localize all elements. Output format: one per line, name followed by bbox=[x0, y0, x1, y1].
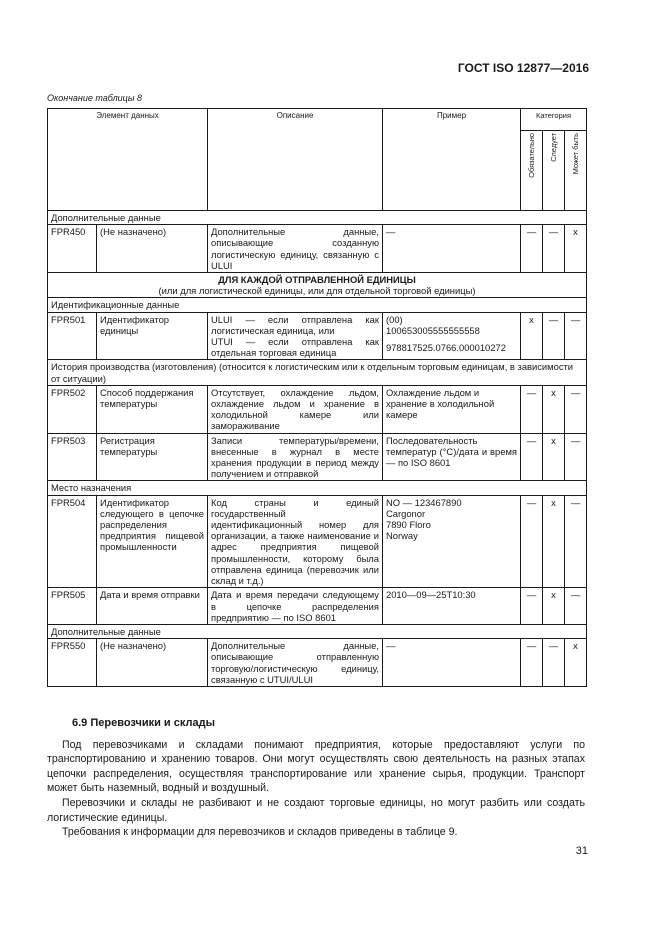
row-name: (Не назначено) bbox=[97, 225, 208, 273]
document-header: ГОСТ ISO 12877—2016 bbox=[457, 61, 589, 75]
table-row bbox=[48, 495, 587, 588]
row-cat-may: — bbox=[565, 385, 587, 433]
row-cat-may: x bbox=[565, 225, 587, 273]
row-name: Идентификатор единицы bbox=[97, 312, 208, 360]
section-title: Идентификационные данные bbox=[48, 298, 587, 312]
paragraph: Под перевозчиками и складами понимают предприятия, которые предоставляют услуги по транспортированию и хранению товаров. Они могут осуществлять свою деятельность на разных этапах цепочки распределения, осуществляя транспортирование или хранение сырья, продукции. Транспорт может быть наземный, водный и воздушный. bbox=[47, 738, 585, 795]
row-example bbox=[383, 312, 521, 360]
section-row bbox=[48, 273, 587, 298]
per-unit-title: ДЛЯ КАЖДОЙ ОТПРАВЛЕННОЙ ЕДИНИЦЫ bbox=[218, 274, 416, 286]
header-cat-may: Может быть bbox=[565, 131, 587, 211]
row-name: (Не назначено) bbox=[97, 639, 208, 687]
table-row bbox=[48, 385, 587, 433]
row-cat-should: x bbox=[543, 385, 565, 433]
row-name: Дата и время отправки bbox=[97, 588, 208, 625]
row-cat-required: x bbox=[521, 312, 543, 360]
row-code: FPR550 bbox=[48, 639, 97, 687]
row-name: Регистрация температуры bbox=[97, 433, 208, 481]
row-cat-may: x bbox=[565, 639, 587, 687]
row-cat-required: — bbox=[521, 385, 543, 433]
row-cat-required: — bbox=[521, 225, 543, 273]
table-row bbox=[48, 588, 587, 625]
section-row bbox=[48, 298, 587, 312]
row-cat-may: — bbox=[565, 588, 587, 625]
row-description: Код страны и единый государственный идентификационный номер для организации, а также наименование и адрес предприятия пищевой промышленности, которому была отправлена единица (перевозчик или склад и т.д.) bbox=[208, 495, 383, 588]
header-example: Пример bbox=[383, 109, 521, 211]
section-title: Дополнительные данные bbox=[48, 624, 587, 638]
row-description: ULUI — если отправлена как логистическая единица, или UTUI — если отправлена как отдельная торговая единица bbox=[208, 312, 383, 360]
header-description: Описание bbox=[208, 109, 383, 211]
row-description: Отсутствует, охлаждение льдом, охлаждение льдом и хранение в холодильной камере или замораживание bbox=[208, 385, 383, 433]
row-cat-may: — bbox=[565, 433, 587, 481]
header-element: Элемент данных bbox=[48, 109, 208, 211]
table-caption: Окончание таблицы 8 bbox=[47, 93, 142, 103]
section-row bbox=[48, 624, 587, 638]
row-cat-should: — bbox=[543, 225, 565, 273]
row-name: Идентификатор следующего в цепочке распределения предприятия пищевой промышленности bbox=[97, 495, 208, 588]
row-code: FPR503 bbox=[48, 433, 97, 481]
section-title: История производства (изготовления) (относится к логистическим или к отдельным торговым единицам, в зависимости от ситуации) bbox=[48, 360, 587, 385]
row-cat-should: — bbox=[543, 312, 565, 360]
row-cat-required: — bbox=[521, 588, 543, 625]
header-cat-should: Следует bbox=[543, 131, 565, 211]
row-example: — bbox=[383, 639, 521, 687]
row-cat-should: x bbox=[543, 495, 565, 588]
row-description: Дата и время передачи следующему в цепочке распределения предприятию — по ISO 8601 bbox=[208, 588, 383, 625]
paragraph: Требования к информации для перевозчиков и складов приведены в таблице 9. bbox=[62, 826, 458, 839]
section-title: Дополнительные данные bbox=[48, 211, 587, 225]
table-row bbox=[48, 312, 587, 360]
row-code: FPR502 bbox=[48, 385, 97, 433]
row-code: FPR505 bbox=[48, 588, 97, 625]
per-unit-section bbox=[48, 273, 587, 298]
section-heading: 6.9 Перевозчики и склады bbox=[72, 717, 215, 729]
example-line: 978817525.0766.000010272 bbox=[386, 342, 506, 354]
section-row bbox=[48, 211, 587, 225]
per-unit-subtitle: (или для логистической единицы, или для отдельной торговой единицы) bbox=[158, 285, 476, 297]
row-description: Дополнительные данные, описывающие созданную логистическую единицу, связанную с ULUI bbox=[208, 225, 383, 273]
example-line: (00) 100653005555555558 bbox=[386, 313, 480, 336]
row-example: — bbox=[383, 225, 521, 273]
row-code: FPR450 bbox=[48, 225, 97, 273]
row-example: 2010—09—25T10:30 bbox=[383, 588, 521, 625]
row-cat-should: — bbox=[543, 639, 565, 687]
data-elements-table bbox=[47, 108, 587, 687]
row-cat-should: x bbox=[543, 588, 565, 625]
row-example: Охлаждение льдом и хранение в холодильной камере bbox=[383, 385, 521, 433]
row-code: FPR504 bbox=[48, 495, 97, 588]
row-cat-may: — bbox=[565, 312, 587, 360]
row-cat-required: — bbox=[521, 433, 543, 481]
table-row bbox=[48, 639, 587, 687]
section-row bbox=[48, 481, 587, 495]
row-cat-should: x bbox=[543, 433, 565, 481]
page-number: 31 bbox=[575, 845, 588, 857]
row-code: FPR501 bbox=[48, 312, 97, 360]
row-cat-may: — bbox=[565, 495, 587, 588]
header-cat-required: Обязательно bbox=[521, 131, 543, 211]
section-6-9 bbox=[47, 716, 585, 840]
row-name: Способ поддержания температуры bbox=[97, 385, 208, 433]
row-description: Дополнительные данные, описывающие отправленную торговую/логистическую единицу, связанную с UTUI/ULUI bbox=[208, 639, 383, 687]
section-title: Место назначения bbox=[48, 481, 587, 495]
table-row bbox=[48, 433, 587, 481]
section-row bbox=[48, 360, 587, 385]
row-example: Последовательность температур (°C)/дата и время — по ISO 8601 bbox=[383, 433, 521, 481]
table-row bbox=[48, 225, 587, 273]
row-cat-required: — bbox=[521, 639, 543, 687]
header-category: Категория bbox=[521, 109, 587, 131]
row-description: Записи температуры/времени, внесенные в журнал в месте хранения продукции в период между получением и отправкой bbox=[208, 433, 383, 481]
row-example: NO — 123467890 Cargonor 7890 Floro Norway bbox=[383, 495, 521, 588]
paragraph: Перевозчики и склады не разбивают и не создают торговые единицы, но могут разбить или создать логистические единицы. bbox=[47, 796, 585, 824]
row-cat-required: — bbox=[521, 495, 543, 588]
